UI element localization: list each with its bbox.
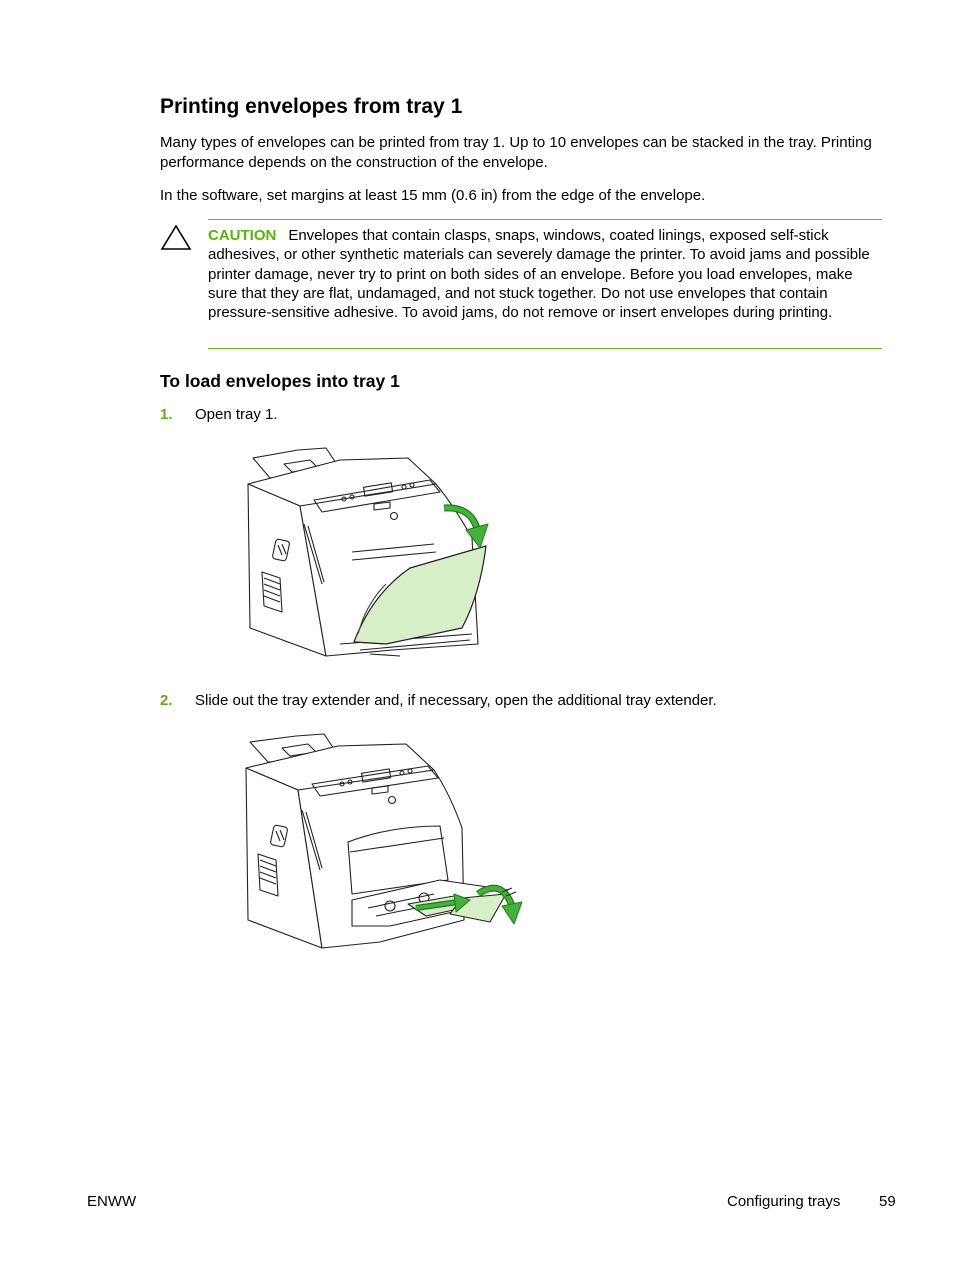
procedure-title: To load envelopes into tray 1 bbox=[160, 371, 400, 391]
caution-body: Envelopes that contain clasps, snaps, windows, coated linings, exposed self-stick adhesives, or other synthetic materials can severely damage the printer. To avoid jams and possible printer damage, never try to print on both sides of an envelope. Before you load envelopes, make sure that they are flat, undamaged, and not stuck together. Do not use envelopes that contain pressure-sensitive adhesive. To avoid jams, do not remove or insert envelopes during printing. bbox=[208, 227, 870, 322]
page-title: Printing envelopes from tray 1 bbox=[160, 95, 463, 118]
step-text: Slide out the tray extender and, if necessary, open the additional tray extender. bbox=[195, 692, 717, 709]
footer-section: Configuring trays bbox=[727, 1193, 841, 1210]
caution-text-block bbox=[208, 226, 880, 322]
step-text: Open tray 1. bbox=[195, 406, 278, 423]
footer-left: ENWW bbox=[87, 1193, 137, 1210]
warning-triangle-icon bbox=[160, 223, 192, 251]
printer-tray-extender-illustration bbox=[240, 730, 530, 954]
printer-open-tray-illustration bbox=[240, 444, 495, 668]
intro-paragraph: Many types of envelopes can be printed from tray 1. Up to 10 envelopes can be stacked in the tray. Printing performance depends on the construction of the envelope. bbox=[160, 134, 872, 171]
margins-paragraph: In the software, set margins at least 15 mm (0.6 in) from the edge of the envelope. bbox=[160, 187, 706, 204]
caution-bottom-rule bbox=[208, 348, 882, 349]
footer-page-number: 59 bbox=[879, 1193, 896, 1210]
step-number: 1. bbox=[160, 406, 173, 423]
step-number: 2. bbox=[160, 692, 173, 709]
caution-label: CAUTION bbox=[208, 227, 277, 244]
caution-block bbox=[160, 219, 882, 349]
caution-top-rule bbox=[208, 219, 882, 220]
